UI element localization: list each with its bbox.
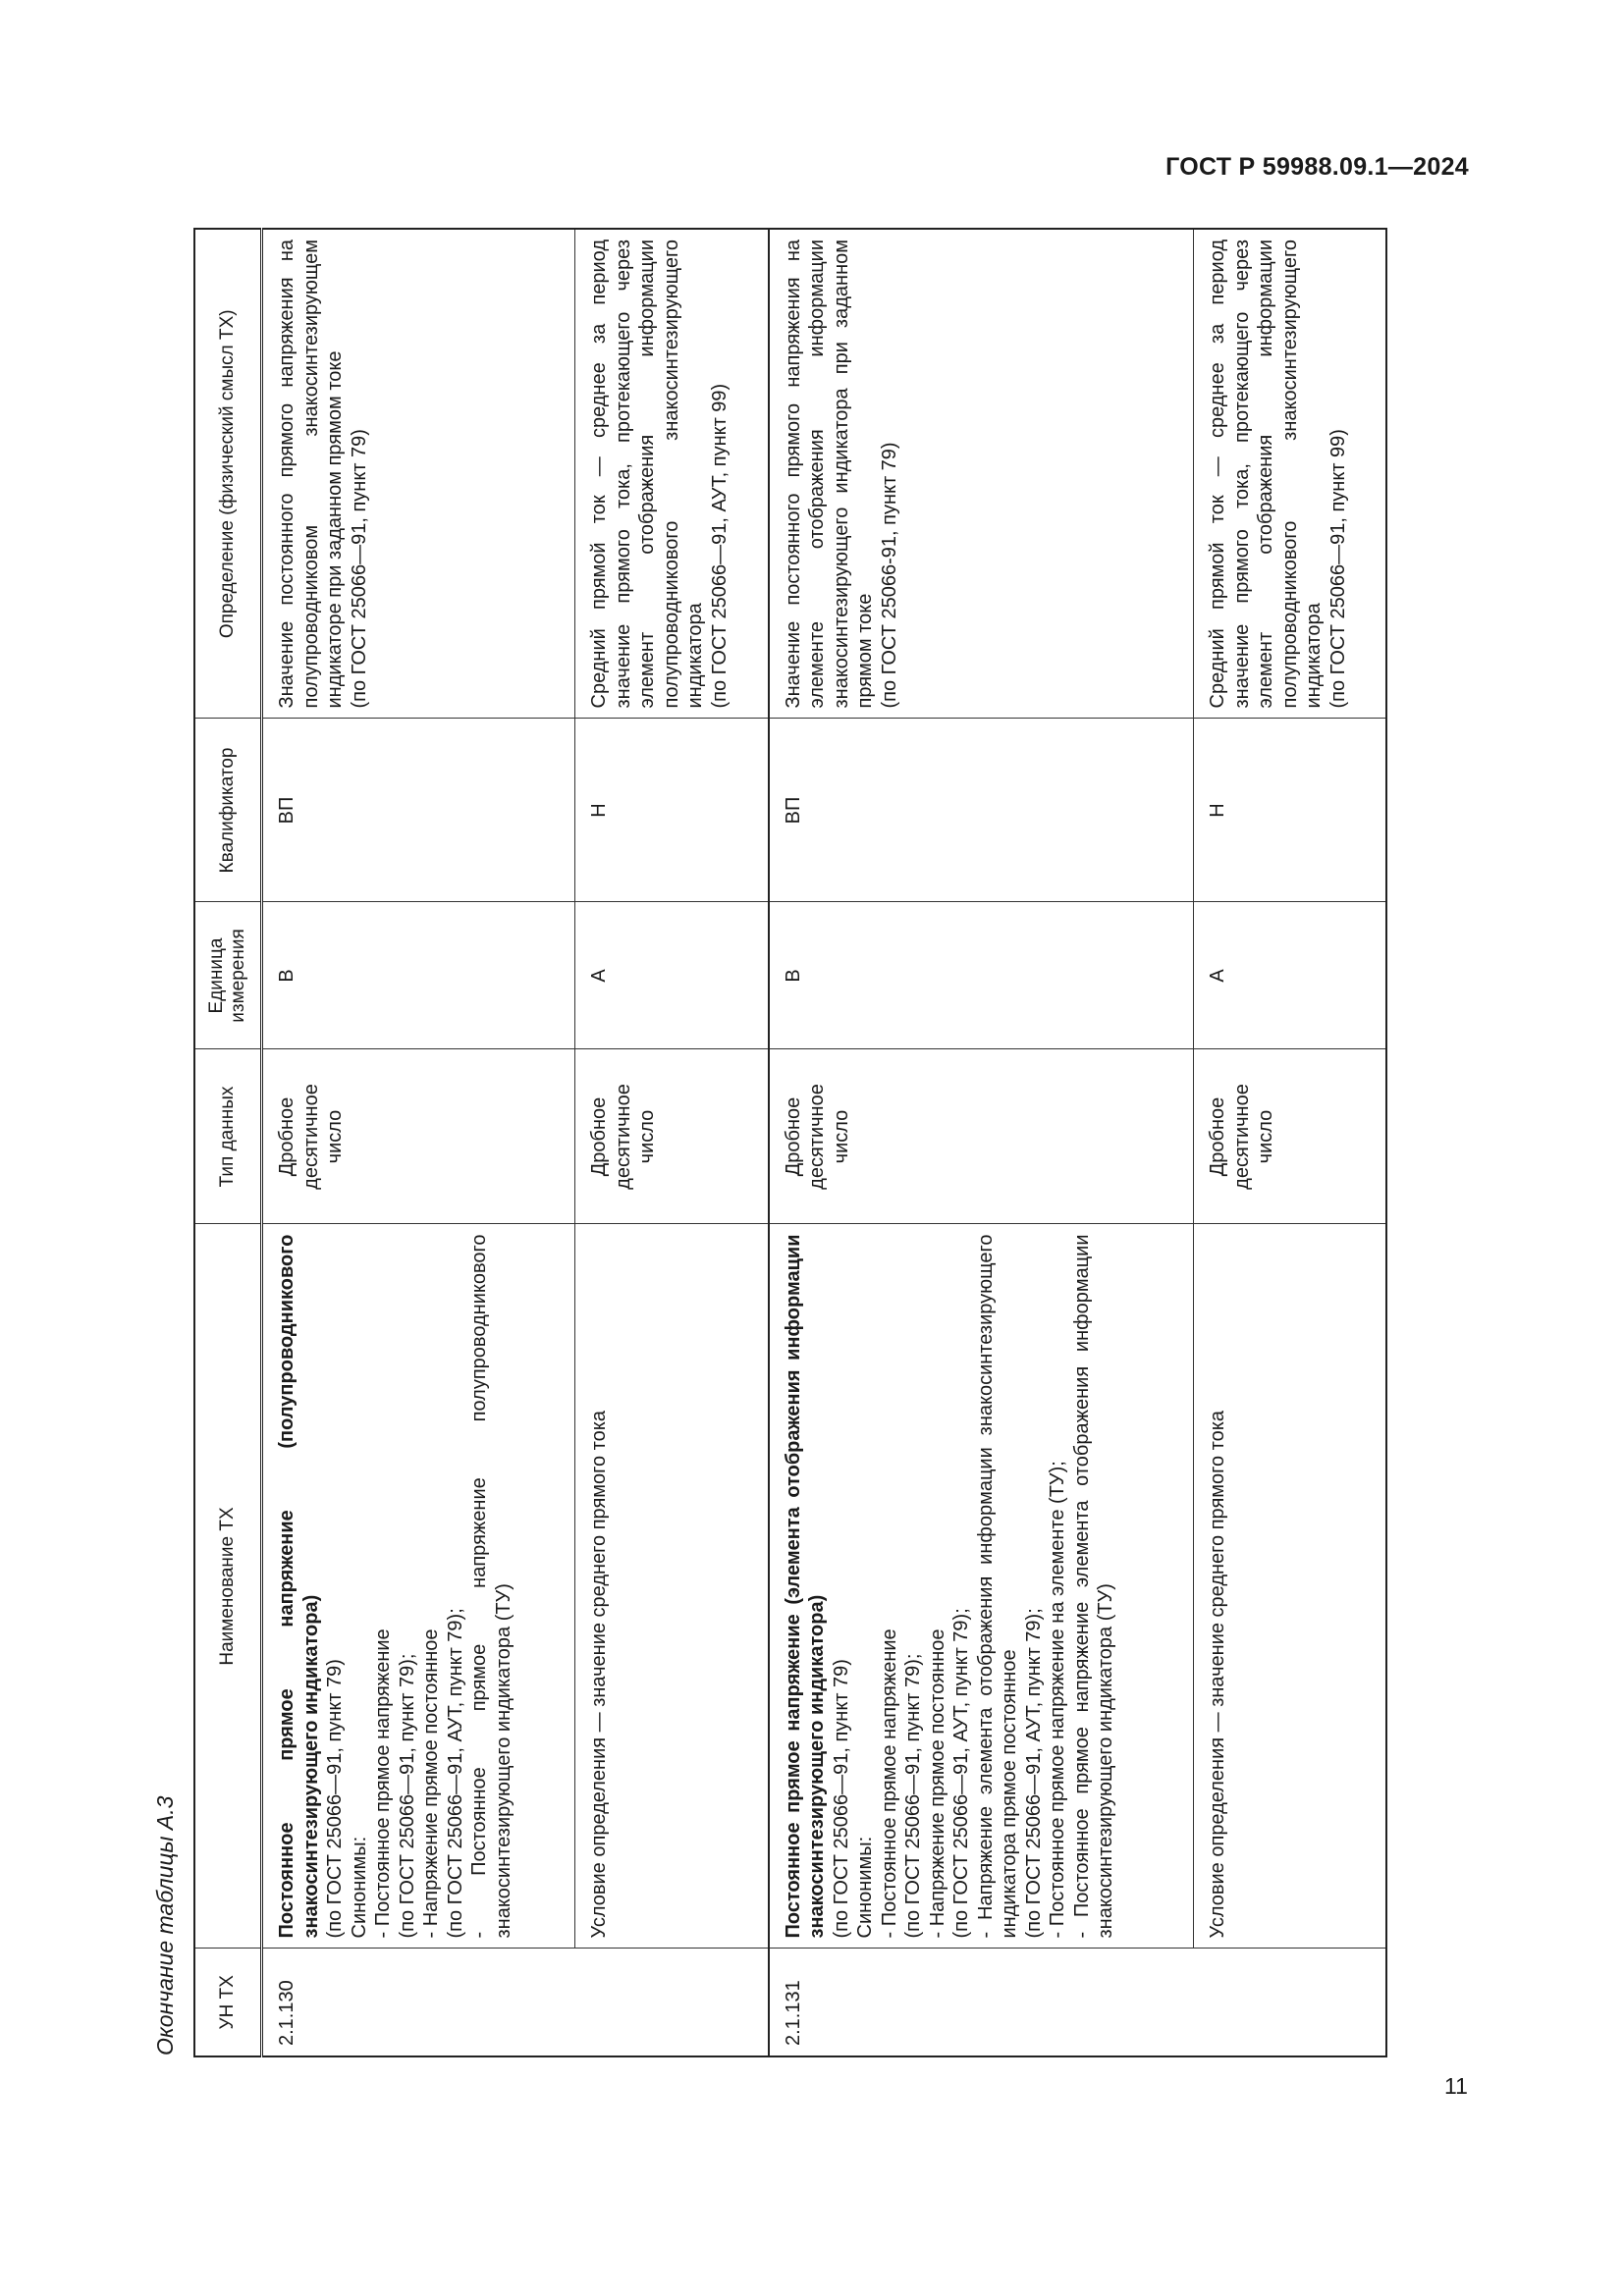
cell-type: Дробное десятичное число: [575, 1049, 769, 1224]
standard-code: ГОСТ Р 59988.09.1—2024: [1165, 153, 1469, 181]
cell-definition: Значение постоянного прямого напряжения на элементе отображения информации знакосинтезирующего индикатора при заданном прямом токе (по ГОСТ 25066-91, пункт 79): [769, 229, 1194, 719]
cell-qualifier: Н: [575, 719, 769, 902]
cell-qualifier: Н: [1194, 719, 1386, 902]
rotated-table-page: [152, 230, 1404, 2057]
col-header-name: Наименование ТХ: [194, 1224, 262, 1949]
table-caption: Окончание таблицы А.3: [152, 1795, 178, 2056]
cell-name: [769, 1224, 1194, 1949]
cell-definition: Средний прямой ток — среднее за период значение прямого тока, протекающего через элемент отображения информации полупроводникового знакосинтезирующего индикатора (по ГОСТ 25066—91, пункт 99): [1194, 229, 1386, 719]
table-row: [769, 229, 1194, 2056]
page-number: 11: [1444, 2073, 1468, 2099]
cell-type: Дробное десятичное число: [1194, 1049, 1386, 1224]
cell-qualifier: ВП: [262, 719, 575, 902]
name-rest: (по ГОСТ 25066—91, пункт 79) Синонимы: - Постоянное прямое напряжение (по ГОСТ 25066—91, пункт 79); - Напряжение прямое постоянное (по ГОСТ 25066—91, АУТ, пункт 79); - Напряжение элемента отображения информации знакосинтезирующего индикатора прямое постоянное (по ГОСТ 25066—91, АУТ, пункт 79); - Постоянное прямое напряжение на элементе (ТУ); - Постоянное прямое напряжение элемента отображения информации знакосинтезирующего индикатора (ТУ): [830, 1234, 1116, 1939]
name-bold: Постоянное прямое напряжение (полупроводникового знакосинтезирующего индикатора): [276, 1234, 322, 1939]
characteristics-table: [193, 228, 1387, 2057]
name-rest: (по ГОСТ 25066—91, пункт 79) Синонимы: - Постоянное прямое напряжение (по ГОСТ 25066—91, пункт 79); - Напряжение прямое постоянное (по ГОСТ 25066—91, АУТ, пункт 79); - Постоянное прямое напряжение полупроводникового знакосинтезирующего индикатора (ТУ): [324, 1234, 514, 1939]
cell-name: [262, 1224, 575, 1949]
table-row: [1194, 229, 1386, 2056]
cell-type: Дробное десятичное число: [262, 1049, 575, 1224]
cell-unit: А: [1194, 902, 1386, 1049]
table-row: [262, 229, 575, 2056]
col-header-qualifier: Квалификатор: [194, 719, 262, 902]
table-header: [194, 229, 262, 2056]
cell-unit: А: [575, 902, 769, 1049]
cell-qualifier: ВП: [769, 719, 1194, 902]
cell-definition: Средний прямой ток — среднее за период значение прямого тока, протекающего через элемент отображения информации полупроводникового знакосинтезирующего индикатора (по ГОСТ 25066—91, АУТ, пункт 99): [575, 229, 769, 719]
col-header-unit: Единица измерения: [194, 902, 262, 1049]
name-bold: Постоянное прямое напряжение (элемента отображения информации знакосинтезирующего индикатора): [782, 1234, 828, 1939]
col-header-un: УН ТХ: [194, 1949, 262, 2056]
cell-name: Условие определения — значение среднего прямого тока: [575, 1224, 769, 1949]
cell-type: Дробное десятичное число: [769, 1049, 1194, 1224]
cell-name: Условие определения — значение среднего прямого тока: [1194, 1224, 1386, 1949]
col-header-type: Тип данных: [194, 1049, 262, 1224]
table-row: [575, 229, 769, 2056]
cell-un: 2.1.130: [262, 1949, 769, 2056]
cell-unit: В: [262, 902, 575, 1049]
cell-unit: В: [769, 902, 1194, 1049]
col-header-definition: Определение (физический смысл ТХ): [194, 229, 262, 719]
cell-definition: Значение постоянного прямого напряжения на полупроводниковом знакосинтезирующем индикаторе при заданном прямом токе (по ГОСТ 25066—91, пункт 79): [262, 229, 575, 719]
cell-un: 2.1.131: [769, 1949, 1386, 2056]
